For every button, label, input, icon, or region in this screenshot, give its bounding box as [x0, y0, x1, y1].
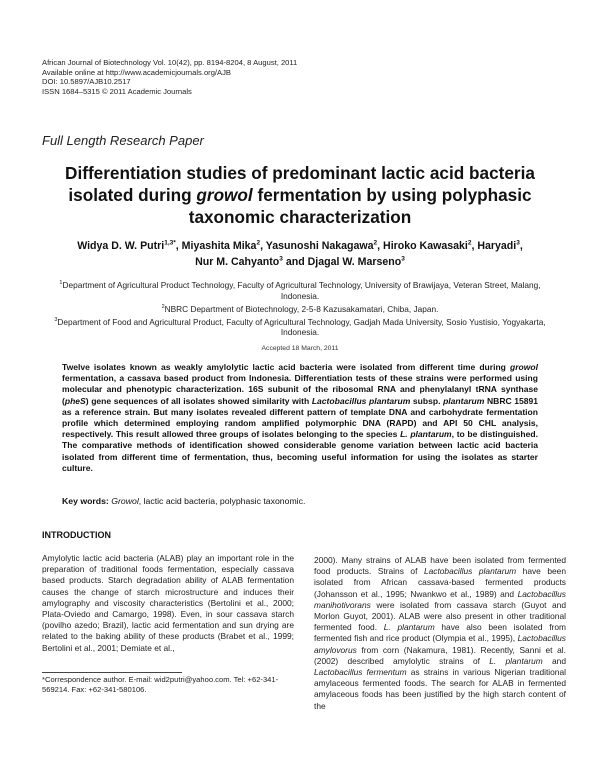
doi: DOI: 10.5897/AJB10.2517	[42, 77, 131, 87]
title-text: Differentiation studies of predominant lactic acid bacteria isolated during	[65, 163, 535, 205]
affiliation: $^3$Department of Food and Agricultural Product, Faculty of Agricultural Technology, Gadjah Mada University, Sosio Yustisio, Yogyakarta, Indonesia.	[54, 316, 546, 338]
abstract: Twelve isolates known as weakly amylolytic lactic acid bacteria were isolated from different time during growol fermentation, a cassava based product from Indonesia. Differentiation tests of these strains were performed using molecular and phenotypic characterization. 16S subunit of the ribosomal RNA and phenylalanyl tRNA synthase (pheS) gene sequences of all isolates showed similarity with Lactobacillus plantarum subsp. plantarum NBRC 15891 as a reference strain. But many isolates revealed different pattern of template DNA and carbohydrate fermentation profile which determined employing random amplified polymorphic DNA (RAPD) and API 50 CHL analysis, respectively. This result allowed three groups of isolates belonging to the species L. plantarum, to be distinguished. The comparative methods of identification showed considerable genome variation between lactic acid bacteria isolated from different time of fermentation, thus, becoming useful information for using the isolates as starter culture.	[62, 362, 539, 473]
title-italic: growol	[196, 185, 253, 205]
correspondence-footnote: *Correspondence author. E-mail: wid2putri@yahoo.com. Tel: +62-341-569214. Fax: +62-341-580106.	[42, 675, 279, 695]
author-list	[40, 236, 560, 269]
keywords: Key words: Growol, lactic acid bacteria, polyphasic taxonomic.	[62, 496, 306, 506]
title-text-end: fermentation by using polyphasic taxonomic characterization	[188, 185, 532, 227]
body-column-left: Amylolytic lactic acid bacteria (ALAB) play an important role in the preparation of traditional foods fermentation, especially cassava based products. Starch degradation ability of ALAB fermentation causes the change of starch microstructure and induces their amylography and viscosity characteristics (Bertolini et al., 2000; Plata-Oviedo and Camargo, 1998). Even, in sour cassava starch (povilho azedo; Brazil), lactic acid fermentation and sun drying are related to the baking ability of these products (Brabet et al., 1999; Bertolini et al., 2001; Demiate et al.,	[42, 553, 294, 653]
paper-title	[40, 162, 560, 228]
author: Widya D. W. Putri$^{1,3*}$,	[77, 239, 182, 252]
footnote-divider	[42, 672, 182, 673]
author: Haryadi$^3$,	[477, 239, 523, 252]
available-online: Available online at http://www.academicjournals.org/AJB	[42, 67, 231, 77]
paper-type: Full Length Research Paper	[42, 133, 204, 148]
issn: ISSN 1684–5315 © 2011 Academic Journals	[42, 86, 192, 96]
accepted-date: Accepted 18 March, 2011	[261, 345, 339, 352]
author: Yasunoshi Nakagawa$^2$,	[265, 239, 384, 252]
affiliation: $^1$Department of Agricultural Product Technology, Faculty of Agricultural Technology, University of Brawijaya, Veteran Street, Malang, Indonesia.	[59, 279, 541, 301]
affiliation: $^2$NBRC Department of Biotechnology, 2-5-8 Kazusakamatari, Chiba, Japan.	[161, 303, 439, 314]
section-heading-introduction: INTRODUCTION	[42, 530, 111, 540]
body-column-right: 2000). Many strains of ALAB have been isolated from fermented food products. Strains of Lactobacillus plantarum have been isolated from African cassava-based fermented products (Johansson et al., 1995; Nwankwo et al., 1989) and Lactobacillus manihotivorans were isolated from cassava starch (Guyot and Morlon Guyot, 2001). ALAB were also present in other traditional fermented food. L. plantarum have also been isolated from fermented fish and rice product (Olympia et al., 1995), Lactobacillus amylovorus from corn (Nakamura, 1981). Recently, Sanni et al. (2002) described amylolytic strains of L. plantarum and Lactobacillus fermentum as strains in various Nigerian traditional amylaceous fermented foods. The search for ALAB in fermented amylaceous foods has been justified by the high starch content of the	[314, 555, 566, 711]
affiliations	[40, 278, 560, 338]
author: Nur M. Cahyanto$^3$ and	[195, 255, 308, 269]
author: Miyashita Mika$^2$,	[181, 239, 266, 252]
author: Djagal W. Marseno$^3$	[307, 255, 405, 269]
author: Hiroko Kawasaki$^2$,	[383, 239, 478, 252]
journal-citation: African Journal of Biotechnology Vol. 10(42), pp. 8194-8204, 8 August, 2011	[42, 58, 298, 67]
keywords-label: Key words:	[62, 496, 109, 506]
journal-header	[42, 58, 297, 96]
